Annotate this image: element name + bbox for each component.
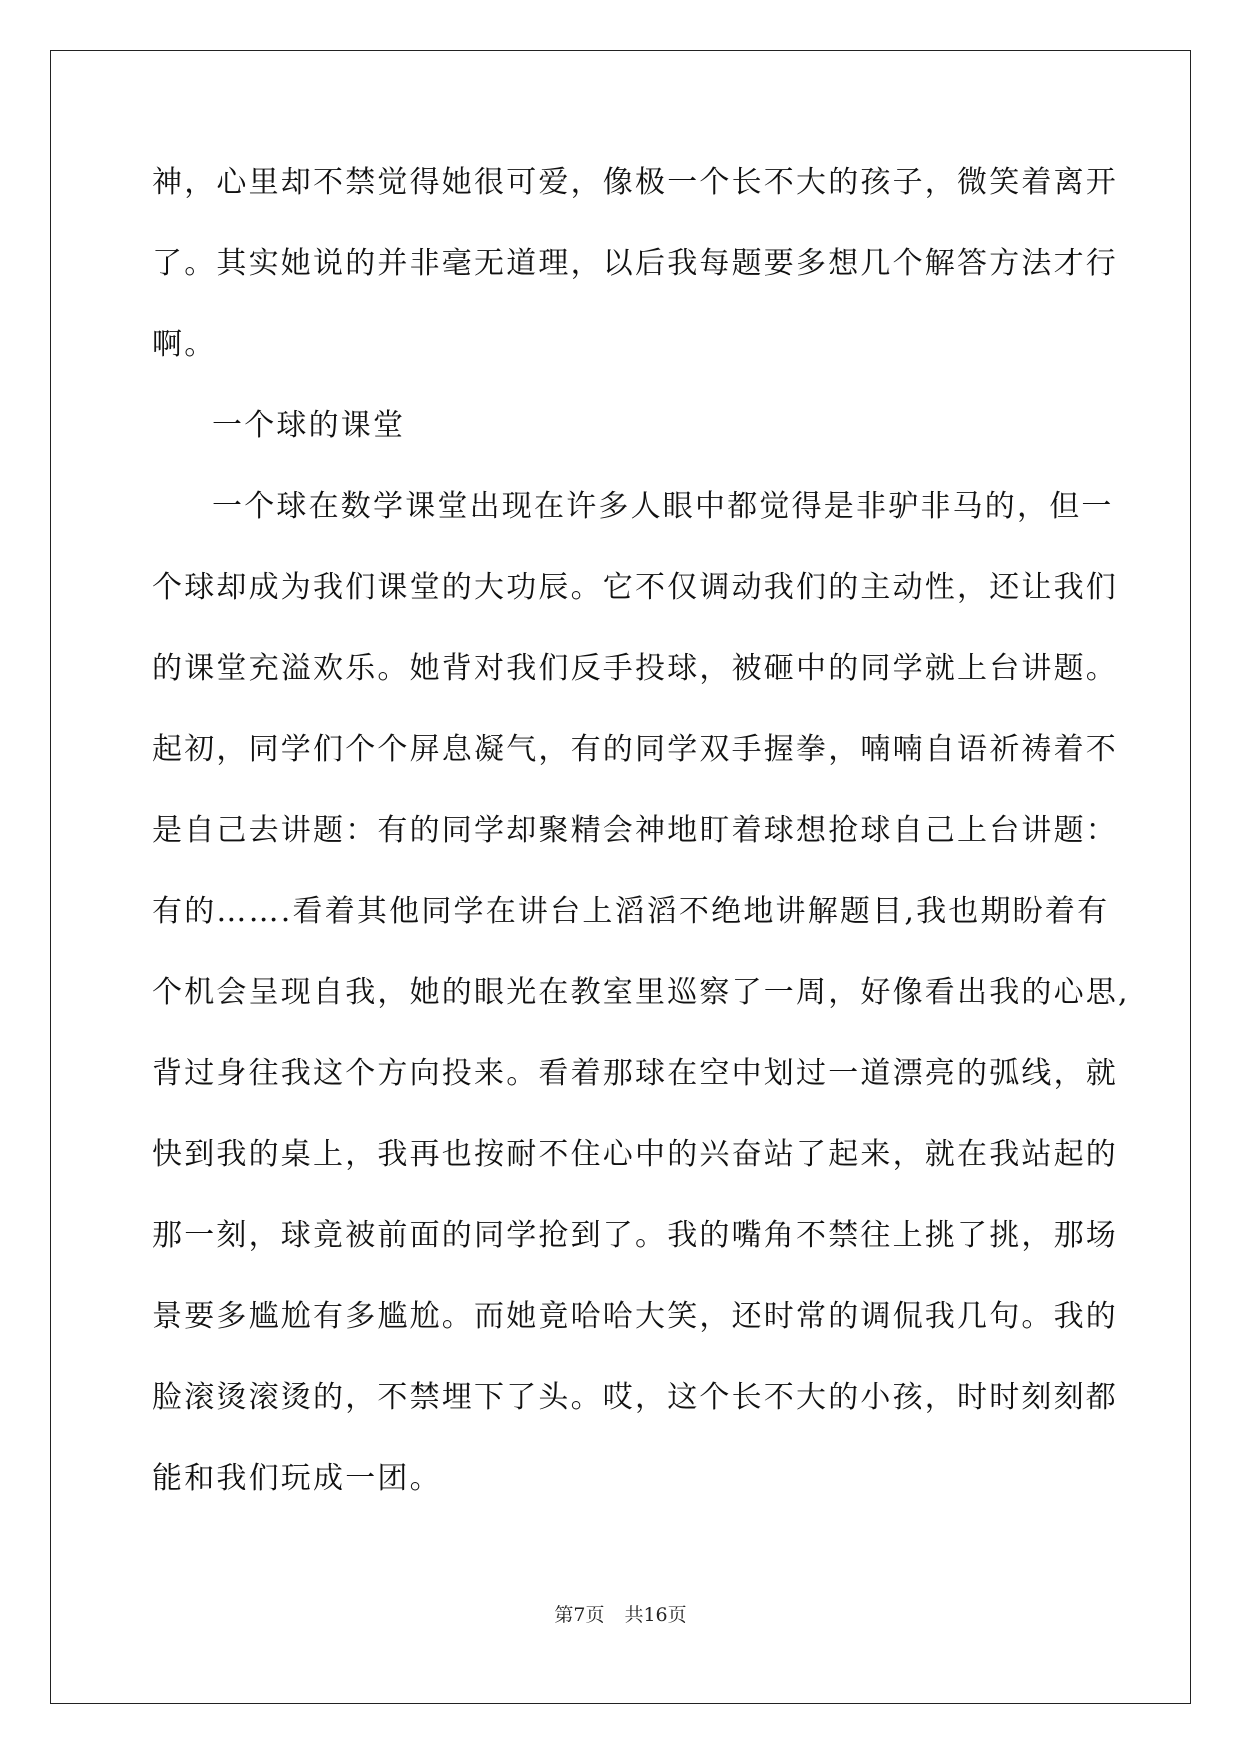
- document-body: [152, 163, 1130, 1540]
- paragraph-line: 脸滚烫滚烫的，不禁埋下了头。哎，这个长不大的小孩，时时刻刻都: [152, 1380, 1118, 1415]
- paragraph-line: 的课堂充溢欢乐。她背对我们反手投球，被砸中的同学就上台讲题。: [152, 651, 1118, 686]
- section-heading: 一个球的课堂: [212, 408, 406, 443]
- paragraph-line: 那一刻，球竟被前面的同学抢到了。我的嘴角不禁往上挑了挑，那场: [152, 1218, 1118, 1253]
- paragraph-line: 个球却成为我们课堂的大功辰。它不仅调动我们的主动性，还让我们: [152, 570, 1118, 605]
- paragraph-line: 起初，同学们个个屏息凝气，有的同学双手握拳，喃喃自语祈祷着不: [152, 732, 1118, 767]
- paragraph-line: 啊。: [152, 327, 217, 362]
- paragraph-line: 神，心里却不禁觉得她很可爱，像极一个长不大的孩子，微笑着离开: [152, 165, 1118, 200]
- page-number-current: 第7页: [554, 1604, 605, 1626]
- paragraph-line: 有的…….看着其他同学在讲台上滔滔不绝地讲解题目,我也期盼着有: [152, 894, 1110, 929]
- paragraph-line: 是自己去讲题：有的同学却聚精会神地盯着球想抢球自己上台讲题：: [152, 813, 1118, 848]
- paragraph-line: 能和我们玩成一团。: [152, 1461, 442, 1496]
- paragraph-line: 了。其实她说的并非毫无道理，以后我每题要多想几个解答方法才行: [152, 246, 1118, 281]
- paragraph-line: 一个球在数学课堂出现在许多人眼中都觉得是非驴非马的，但一: [212, 489, 1114, 524]
- paragraph-line: 景要多尴尬有多尴尬。而她竟哈哈大笑，还时常的调侃我几句。我的: [152, 1299, 1118, 1334]
- page-footer: [0, 1603, 1241, 1627]
- page-number-total: 共16页: [624, 1604, 687, 1626]
- paragraph-line: 快到我的桌上，我再也按耐不住心中的兴奋站了起来，就在我站起的: [152, 1137, 1118, 1172]
- paragraph-line: 背过身往我这个方向投来。看着那球在空中划过一道漂亮的弧线，就: [152, 1056, 1118, 1091]
- paragraph-line: 个机会呈现自我，她的眼光在教室里巡察了一周，好像看出我的心思,: [152, 975, 1130, 1010]
